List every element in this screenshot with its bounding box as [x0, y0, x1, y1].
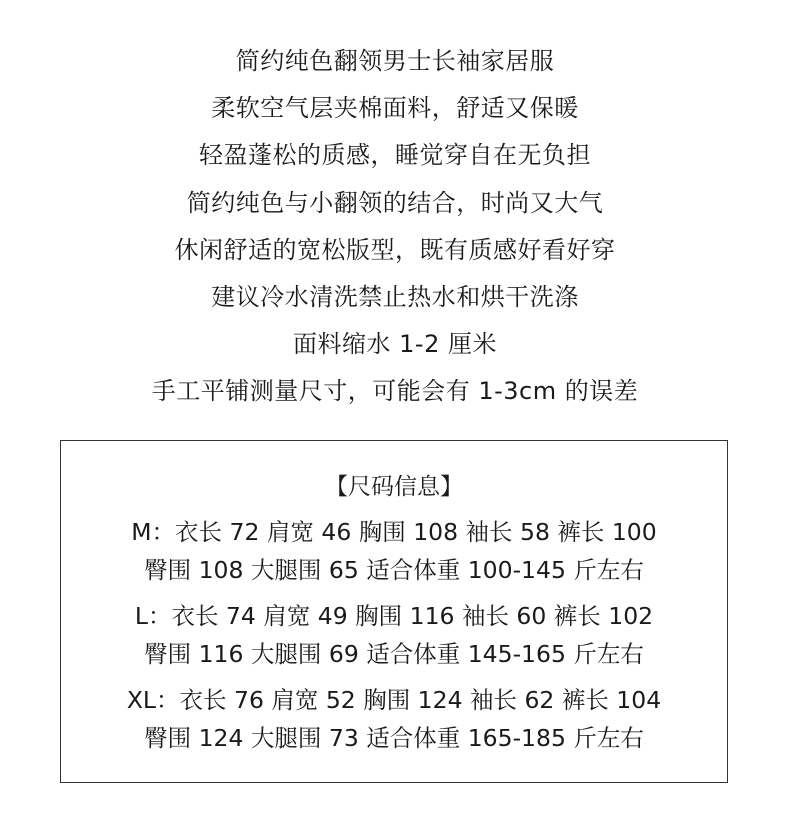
size-measurements-line: L：衣长 74 肩宽 49 胸围 116 袖长 60 裤长 102 [134, 602, 654, 630]
description-line: 柔软空气层夹棉面料，舒适又保暖 [211, 94, 579, 123]
size-fit-line: 臀围 116 大腿围 69 适合体重 145-165 斤左右 [144, 639, 644, 668]
size-info-title: 【尺码信息】 [325, 474, 463, 500]
description-line: 轻盈蓬松的质感，睡觉穿自在无负担 [199, 141, 591, 170]
description-line: 手工平铺测量尺寸，可能会有 1-3cm 的误差 [151, 377, 639, 406]
size-fit-line: 臀围 108 大腿围 65 适合体重 100-145 斤左右 [144, 555, 644, 584]
size-entry-xl [61, 682, 727, 757]
description-line: 简约纯色翻领男士长袖家居服 [235, 47, 555, 75]
product-description [0, 38, 790, 416]
description-line: 建议冷水清洗禁止热水和烘干洗涤 [211, 282, 579, 311]
description-line: 简约纯色与小翻领的结合，时尚又大气 [186, 188, 604, 217]
size-measurements-line: M：衣长 72 肩宽 46 胸围 108 袖长 58 裤长 100 [131, 518, 657, 546]
description-line: 休闲舒适的宽松版型，既有质感好看好穿 [174, 235, 616, 264]
size-fit-line: 臀围 124 大腿围 73 适合体重 165-185 斤左右 [144, 723, 644, 752]
size-info-box [60, 440, 728, 783]
size-measurements-line: XL：衣长 76 肩宽 52 胸围 124 袖长 62 裤长 104 [126, 686, 662, 714]
size-entry-l [61, 598, 727, 673]
description-line: 面料缩水 1-2 厘米 [293, 330, 497, 359]
size-entry-m [61, 514, 727, 589]
